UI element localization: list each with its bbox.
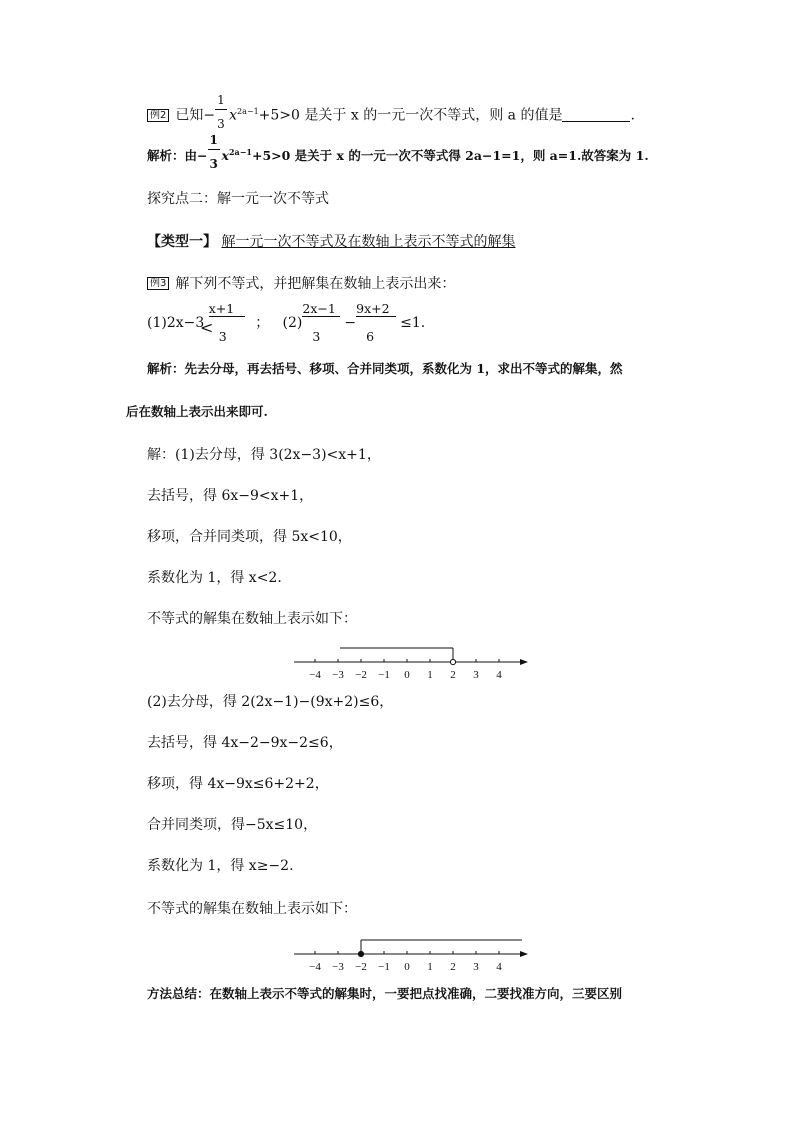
- fraction-numerator: 2x−1: [302, 301, 336, 316]
- example-tag: 例3: [147, 277, 169, 290]
- problem1-end: ；: [255, 315, 270, 331]
- example3-problems: [147, 301, 426, 344]
- example-tag: 例2: [147, 109, 169, 122]
- problem2-end: ≤1.: [400, 315, 426, 331]
- tick-label: 0: [404, 669, 410, 680]
- example2-question: 例2 已知− $\frac{1}{3}$ $x^{2a-1}+5>0$ 是关于 x 的一元一次不等式，则 a 的值是 .: [147, 103, 635, 125]
- solution1-step2: 去括号，得 6x−9<x+1，: [147, 488, 314, 504]
- exponent: 2a−1: [228, 147, 252, 157]
- method-summary: 方法总结：在数轴上表示不等式的解集时，一要把点找准确，二要找准方向，三要区别: [147, 986, 623, 1001]
- tick-label: 4: [496, 669, 502, 680]
- solution1-step5: 不等式的解集在数轴上表示如下：: [147, 611, 357, 627]
- tick-label: −2: [355, 669, 367, 680]
- solution2-step4: 合并同类项，得−5x≤10，: [147, 817, 318, 833]
- fraction-numerator: 1: [209, 133, 218, 147]
- problem1-left: (1)2x−3: [147, 315, 205, 331]
- tick-label: 3: [473, 961, 479, 972]
- solution-text: +5>0 是关于 x 的一元一次不等式得 2a−1=1，则 a=1.故答案为 1.: [251, 148, 649, 164]
- type-bracket: 【类型一】: [147, 234, 217, 250]
- solution2-step2: 去括号，得 4x−2−9x−2≤6，: [147, 735, 343, 751]
- tick-label: 1: [427, 961, 433, 972]
- question-end: .: [630, 107, 635, 124]
- solution1-step3: 移项，合并同类项，得 5x<10，: [147, 529, 352, 545]
- fraction: [208, 133, 222, 171]
- question-text: +5>0 是关于 x 的一元一次不等式，则 a 的值是: [258, 107, 563, 124]
- example3-question: [147, 275, 455, 293]
- analysis-line-2: 后在数轴上表示出来即可.: [126, 404, 268, 419]
- fraction-denominator: 3: [209, 157, 218, 171]
- type-title: 解一元一次不等式及在数轴上表示不等式的解集: [221, 234, 516, 250]
- fraction-denominator: 3: [312, 329, 321, 344]
- boundary-point: [450, 659, 455, 664]
- variable: x: [221, 148, 229, 164]
- less-than-sign: <: [200, 318, 214, 337]
- fraction-denominator: 3: [217, 117, 225, 131]
- tick-label: −1: [378, 961, 390, 972]
- fraction-numerator: 9x+2: [356, 301, 390, 316]
- tick-label: −3: [332, 961, 344, 972]
- tick-label: 1: [427, 669, 433, 680]
- solution2-step5: 系数化为 1，得 x≥−2.: [147, 858, 294, 874]
- exponent: 2a−1: [237, 107, 259, 116]
- problem2-label: (2): [282, 315, 303, 331]
- solution1-step4: 系数化为 1，得 x<2.: [147, 570, 282, 586]
- tick-label: −4: [309, 961, 321, 972]
- minus-sign: −: [344, 315, 357, 331]
- fraction-denominator: 3: [218, 329, 227, 344]
- example2-solution: 解析：由− $\frac{1}{3}$ $x^{2a-1}+5>0$ 是关于 x 的一元一次不等式得 2a−1=1，则 a=1.故答案为 1.: [147, 133, 649, 171]
- solution2-step3: 移项，得 4x−9x≤6+2+2，: [147, 776, 329, 792]
- variable: x: [229, 107, 238, 124]
- solution1-step1: 解：(1)去分母，得 3(2x−3)<x+1，: [147, 447, 381, 463]
- fraction: [208, 301, 251, 344]
- fraction-numerator: 1: [217, 93, 225, 107]
- boundary-point: [358, 951, 363, 956]
- tick-label: −4: [309, 669, 321, 680]
- tick-label: 4: [496, 961, 502, 972]
- tick-label: 2: [450, 961, 456, 972]
- arrow-head: [520, 659, 528, 665]
- fraction: [356, 301, 400, 344]
- tick-label: −2: [355, 961, 367, 972]
- tick-label: 0: [404, 961, 410, 972]
- tick-label: −1: [378, 669, 390, 680]
- fraction-denominator: 6: [366, 329, 375, 344]
- solution2-step1: (2)去分母，得 2(2x−1)−(9x+2)≤6，: [147, 694, 394, 710]
- answer-blank: [562, 109, 630, 122]
- fraction: [302, 301, 344, 344]
- question-prefix: 已知: [175, 107, 204, 124]
- tick-label: 2: [450, 669, 456, 680]
- arrow-head: [520, 951, 528, 957]
- section-title: 探究点二：解一元一次不等式: [147, 191, 329, 207]
- type-heading: [147, 233, 515, 251]
- tick-label: −3: [332, 669, 344, 680]
- tick-label: 3: [473, 669, 479, 680]
- number-line-1: [290, 640, 535, 680]
- question-text: 解下列不等式，并把解集在数轴上表示出来：: [175, 276, 456, 292]
- fraction: [215, 93, 229, 131]
- fraction-numerator: x+1: [208, 301, 235, 316]
- solution-label: 解析：由: [147, 148, 198, 164]
- analysis-line-1: 解析：先去分母，再去括号、移项、合并同类项，系数化为 1，求出不等式的解集，然: [147, 361, 623, 376]
- solution2-step6: 不等式的解集在数轴上表示如下：: [147, 901, 357, 917]
- number-line-2: [290, 932, 535, 972]
